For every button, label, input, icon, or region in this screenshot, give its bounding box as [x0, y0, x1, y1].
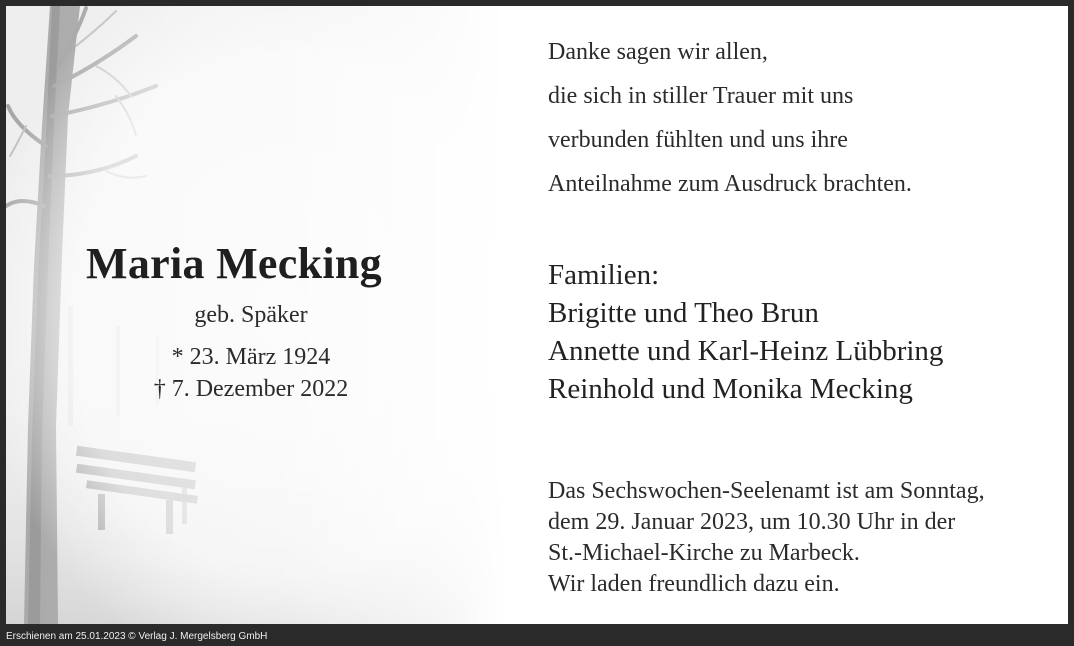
thanks-line: Anteilnahme zum Ausdruck brachten.: [548, 171, 912, 197]
families-heading: Familien:: [548, 259, 660, 291]
service-line: St.-Michael-Kirche zu Marbeck.: [548, 540, 860, 566]
thanks-line: die sich in stiller Trauer mit uns: [548, 83, 854, 109]
thanks-line: verbunden fühlten und uns ihre: [548, 127, 848, 153]
deceased-name: Maria Mecking: [86, 239, 382, 288]
families-list: [548, 256, 1068, 408]
thanks-line: Danke sagen wir allen,: [548, 39, 768, 65]
birth-date: * 23. März 1924: [171, 344, 331, 370]
publication-footer: Erschienen am 25.01.2023 © Verlag J. Mergelsberg GmbH: [6, 631, 268, 642]
obituary-card: [6, 6, 1068, 624]
family-name: Reinhold und Monika Mecking: [548, 373, 913, 405]
service-line: dem 29. Januar 2023, um 10.30 Uhr in der: [548, 509, 956, 535]
thanks-text: [548, 30, 1048, 206]
service-line: Das Sechswochen-Seelenamt ist am Sonntag,: [548, 478, 985, 504]
service-line: Wir laden freundlich dazu ein.: [548, 571, 840, 597]
maiden-name: geb. Späker: [194, 302, 308, 328]
family-name: Brigitte und Theo Brun: [548, 297, 819, 329]
family-name: Annette und Karl-Heinz Lübbring: [548, 335, 944, 367]
death-date: † 7. Dezember 2022: [153, 376, 349, 402]
service-notice: [548, 476, 1058, 600]
